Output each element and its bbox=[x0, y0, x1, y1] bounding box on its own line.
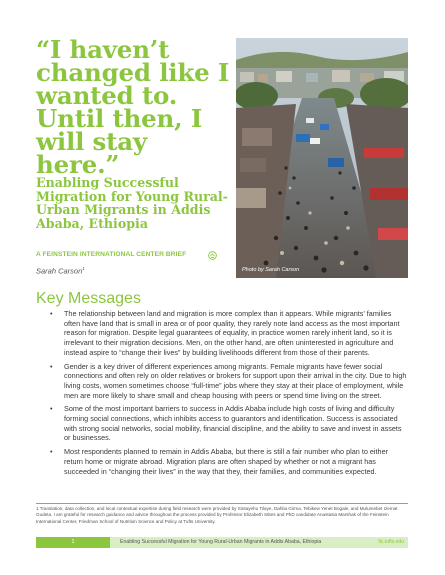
photo-credit: Photo by Sarah Carson bbox=[242, 267, 300, 273]
key-messages-list bbox=[50, 309, 408, 480]
bullet: • bbox=[50, 309, 53, 318]
bullet: • bbox=[50, 361, 53, 371]
list-item bbox=[50, 404, 408, 443]
footnote-divider bbox=[36, 503, 408, 504]
bullet: • bbox=[50, 404, 53, 414]
feinstein-logo-icon bbox=[208, 251, 217, 260]
list-item-text: Some of the most important barriers to success in Addis Ababa include high costs of living and difficulty forming social connections, which inhibits access to guarantors and identification. Success is associated with strong social networks, social mobility, financial discipline, and the ability to save and invest in assets or businesses. bbox=[64, 404, 402, 443]
page-footer bbox=[36, 537, 408, 548]
pull-quote: “I haven’t changed like I wanted to. Until then, I will stay here.” bbox=[36, 35, 230, 179]
list-item-text: Gender is a key driver of different experiences among migrants. Female migrants have fewer social connections and often rely on older relatives or brokers for support upon their arrival in the city. Due to high living costs, women sometimes choose “full-time” jobs where they stay at their place of employment, while men are more likely to share small and cheap housing with peers or spend time living on the street. bbox=[64, 361, 407, 400]
brief-title: Enabling Successful Migration for Young Rural-Urban Migrants in Addis Ababa, Ethiopia bbox=[36, 175, 228, 231]
author-footnote-marker: 1 bbox=[82, 266, 85, 271]
section-title: Key Messages bbox=[36, 290, 141, 307]
list-item bbox=[50, 447, 408, 476]
footer-link[interactable]: fic.tufts.edu bbox=[378, 539, 404, 545]
page-number: 1 bbox=[36, 537, 110, 548]
author bbox=[36, 266, 85, 276]
author-name: Sarah Carson bbox=[36, 266, 83, 276]
list-item bbox=[50, 309, 408, 358]
bullet: • bbox=[50, 447, 53, 457]
footnote: 1 Translation, data collection, and local contextual expertise during field research were provided by Sintayehu Tilaye, Dahlia Girma, Tebikew Yenet Bogale, and Mulumebet Izemat Gudeta. I am grateful for research guidance and advice throughout the process provided by Professor Elizabeth Stites and PhD candidate Anastasia Marshak of the Feinstein International Center, Friedman School of Nutrition Science and Policy at Tufts University. bbox=[36, 506, 398, 524]
cover-photo bbox=[236, 38, 408, 278]
brief-label: A FEINSTEIN INTERNATIONAL CENTER BRIEF bbox=[36, 251, 187, 258]
list-item-text: The relationship between land and migration is more complex than it appears. While migrants’ families often have land that is small in area or of poor quality, they rarely note land access as the most important reason for migration. Despite legal guarantees of equality, in practice women rarely inherit land, so it is irrelevant to their migration decisions. Men, on the other hand, are often uninterested in agriculture and instead aspire to “change their lives” by building livelihoods different from those of their parents. bbox=[64, 309, 400, 357]
footer-title: Enabling Successful Migration for Young Rural-Urban Migrants in Addis Ababa, Ethiopia bbox=[120, 539, 322, 545]
street-market-photo bbox=[236, 38, 408, 278]
list-item bbox=[50, 362, 408, 401]
list-item-text: Most respondents planned to remain in Addis Ababa, but there is still a fair number who plan to either return home or migrate abroad. Migration plans are often shaped by whether or not a migrant has succeeded in “changing their lives” in the way that they, their families, and communities expected. bbox=[64, 447, 389, 476]
